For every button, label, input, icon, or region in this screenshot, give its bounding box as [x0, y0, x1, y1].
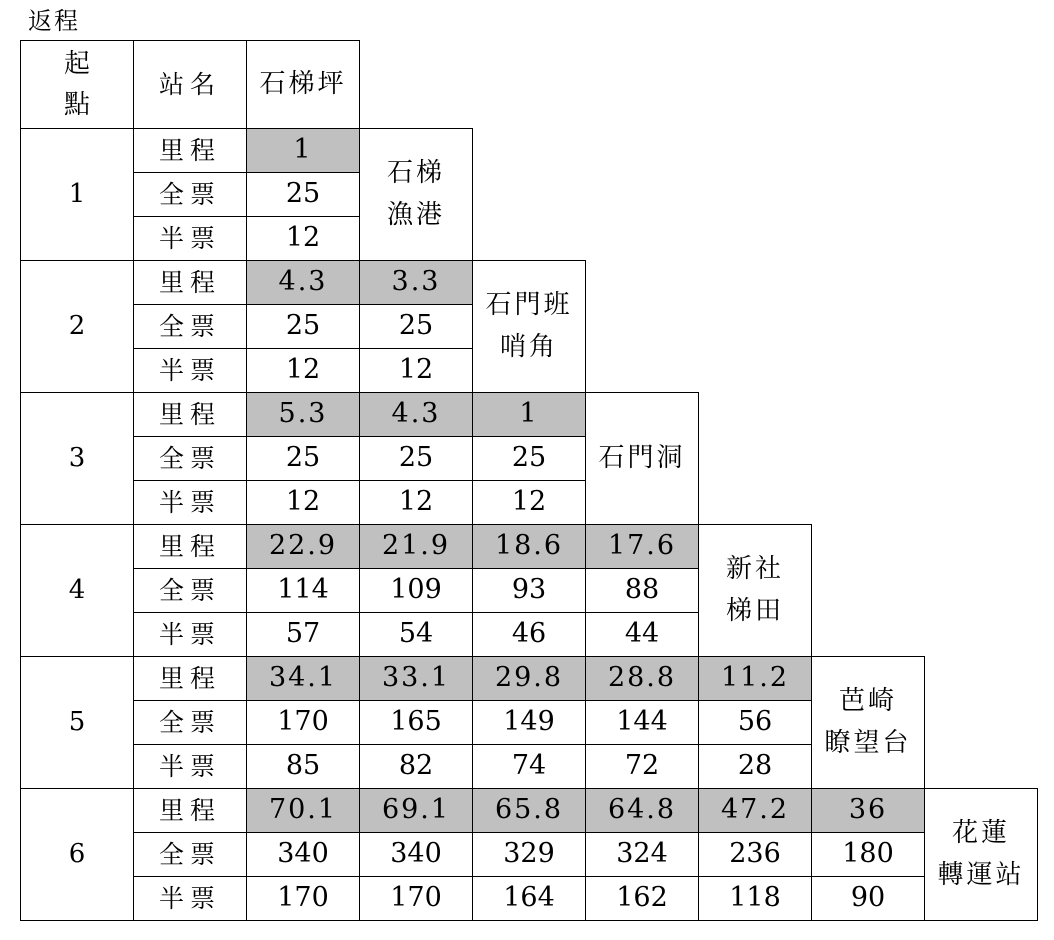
- table-row: [21, 833, 1038, 877]
- full-fare-value: 109: [360, 569, 473, 613]
- empty-cell: [925, 745, 1038, 789]
- empty-cell: [586, 349, 1038, 393]
- empty-cell: [699, 393, 1038, 437]
- full-fare-value: 340: [247, 833, 360, 877]
- page-title: 返程: [28, 7, 80, 35]
- station-name-cell: 新社 梯田: [699, 525, 812, 657]
- distance-value: 22.9: [247, 525, 360, 569]
- half-fare-value: 85: [247, 745, 360, 789]
- half-fare-value: 90: [812, 877, 925, 921]
- table-row: [21, 525, 1038, 569]
- full-fare-value: 25: [247, 173, 360, 217]
- empty-cell: [699, 481, 1038, 525]
- station-name-cell: 芭崎 瞭望台: [812, 657, 925, 789]
- distance-value: 5.3: [247, 393, 360, 437]
- full-fare-value: 25: [473, 437, 586, 481]
- start-point-cell: 1: [21, 129, 134, 261]
- distance-value: 28.8: [586, 657, 699, 701]
- station-name-cell: 石門洞: [586, 393, 699, 525]
- full-fare-value: 149: [473, 701, 586, 745]
- station-name-cell: 花蓮 轉運站: [925, 789, 1038, 921]
- full-fare-value: 236: [699, 833, 812, 877]
- full-fare-value: 25: [360, 305, 473, 349]
- full-fare-label: 全票: [134, 173, 247, 217]
- table-row: [21, 393, 1038, 437]
- half-fare-label: 半票: [134, 481, 247, 525]
- table-row: [21, 789, 1038, 833]
- half-fare-value: 118: [699, 877, 812, 921]
- half-fare-value: 12: [360, 481, 473, 525]
- table-row: [21, 613, 1038, 657]
- empty-cell: [812, 525, 1038, 569]
- full-fare-value: 25: [247, 437, 360, 481]
- full-fare-value: 144: [586, 701, 699, 745]
- full-fare-label: 全票: [134, 569, 247, 613]
- half-fare-value: 57: [247, 613, 360, 657]
- full-fare-value: 114: [247, 569, 360, 613]
- fare-matrix-table: [20, 40, 1038, 921]
- half-fare-value: 82: [360, 745, 473, 789]
- table-row: [21, 129, 1038, 173]
- distance-label: 里程: [134, 393, 247, 437]
- half-fare-label: 半票: [134, 349, 247, 393]
- full-fare-value: 180: [812, 833, 925, 877]
- distance-value: 1: [473, 393, 586, 437]
- station-name-cell: 石門班 哨角: [473, 261, 586, 393]
- empty-cell: [473, 173, 1038, 217]
- header-start-cell: 起 點: [21, 41, 134, 129]
- distance-label: 里程: [134, 525, 247, 569]
- half-fare-value: 12: [473, 481, 586, 525]
- distance-label: 里程: [134, 657, 247, 701]
- table-row: [21, 261, 1038, 305]
- full-fare-value: 324: [586, 833, 699, 877]
- full-fare-value: 25: [247, 305, 360, 349]
- table-row: [21, 217, 1038, 261]
- full-fare-value: 93: [473, 569, 586, 613]
- table-row: [21, 569, 1038, 613]
- half-fare-value: 162: [586, 877, 699, 921]
- distance-value: 47.2: [699, 789, 812, 833]
- half-fare-value: 12: [247, 481, 360, 525]
- empty-cell: [586, 305, 1038, 349]
- distance-label: 里程: [134, 789, 247, 833]
- table-row: [21, 437, 1038, 481]
- distance-value: 1: [247, 129, 360, 173]
- distance-value: 64.8: [586, 789, 699, 833]
- header-row: [21, 41, 1038, 129]
- full-fare-label: 全票: [134, 701, 247, 745]
- half-fare-label: 半票: [134, 745, 247, 789]
- half-fare-label: 半票: [134, 877, 247, 921]
- empty-cell: [360, 41, 1038, 129]
- empty-cell: [812, 613, 1038, 657]
- full-fare-value: 329: [473, 833, 586, 877]
- full-fare-value: 170: [247, 701, 360, 745]
- start-point-cell: 5: [21, 657, 134, 789]
- header-station-name-cell: 站名: [134, 41, 247, 129]
- empty-cell: [699, 437, 1038, 481]
- distance-value: 69.1: [360, 789, 473, 833]
- table-row: [21, 481, 1038, 525]
- table-row: [21, 173, 1038, 217]
- full-fare-value: 340: [360, 833, 473, 877]
- full-fare-value: 165: [360, 701, 473, 745]
- half-fare-value: 12: [360, 349, 473, 393]
- distance-value: 33.1: [360, 657, 473, 701]
- empty-cell: [925, 701, 1038, 745]
- table-row: [21, 877, 1038, 921]
- half-fare-label: 半票: [134, 613, 247, 657]
- full-fare-label: 全票: [134, 437, 247, 481]
- distance-value: 36: [812, 789, 925, 833]
- distance-value: 18.6: [473, 525, 586, 569]
- half-fare-value: 170: [247, 877, 360, 921]
- distance-value: 17.6: [586, 525, 699, 569]
- empty-cell: [812, 569, 1038, 613]
- half-fare-value: 72: [586, 745, 699, 789]
- half-fare-value: 44: [586, 613, 699, 657]
- distance-label: 里程: [134, 261, 247, 305]
- half-fare-value: 28: [699, 745, 812, 789]
- half-fare-value: 12: [247, 349, 360, 393]
- empty-cell: [473, 129, 1038, 173]
- empty-cell: [586, 261, 1038, 305]
- distance-value: 65.8: [473, 789, 586, 833]
- half-fare-value: 54: [360, 613, 473, 657]
- table-row: [21, 657, 1038, 701]
- station-name-cell: 石梯坪: [247, 41, 360, 129]
- full-fare-value: 25: [360, 437, 473, 481]
- half-fare-value: 74: [473, 745, 586, 789]
- distance-value: 21.9: [360, 525, 473, 569]
- full-fare-label: 全票: [134, 305, 247, 349]
- distance-value: 4.3: [247, 261, 360, 305]
- distance-value: 11.2: [699, 657, 812, 701]
- distance-label: 里程: [134, 129, 247, 173]
- empty-cell: [925, 657, 1038, 701]
- full-fare-value: 88: [586, 569, 699, 613]
- distance-value: 29.8: [473, 657, 586, 701]
- half-fare-label: 半票: [134, 217, 247, 261]
- distance-value: 34.1: [247, 657, 360, 701]
- start-point-cell: 6: [21, 789, 134, 921]
- full-fare-value: 56: [699, 701, 812, 745]
- empty-cell: [473, 217, 1038, 261]
- half-fare-value: 12: [247, 217, 360, 261]
- start-point-cell: 2: [21, 261, 134, 393]
- start-point-cell: 3: [21, 393, 134, 525]
- half-fare-value: 170: [360, 877, 473, 921]
- distance-value: 4.3: [360, 393, 473, 437]
- distance-value: 70.1: [247, 789, 360, 833]
- distance-value: 3.3: [360, 261, 473, 305]
- full-fare-label: 全票: [134, 833, 247, 877]
- half-fare-value: 164: [473, 877, 586, 921]
- half-fare-value: 46: [473, 613, 586, 657]
- station-name-cell: 石梯 漁港: [360, 129, 473, 261]
- start-point-cell: 4: [21, 525, 134, 657]
